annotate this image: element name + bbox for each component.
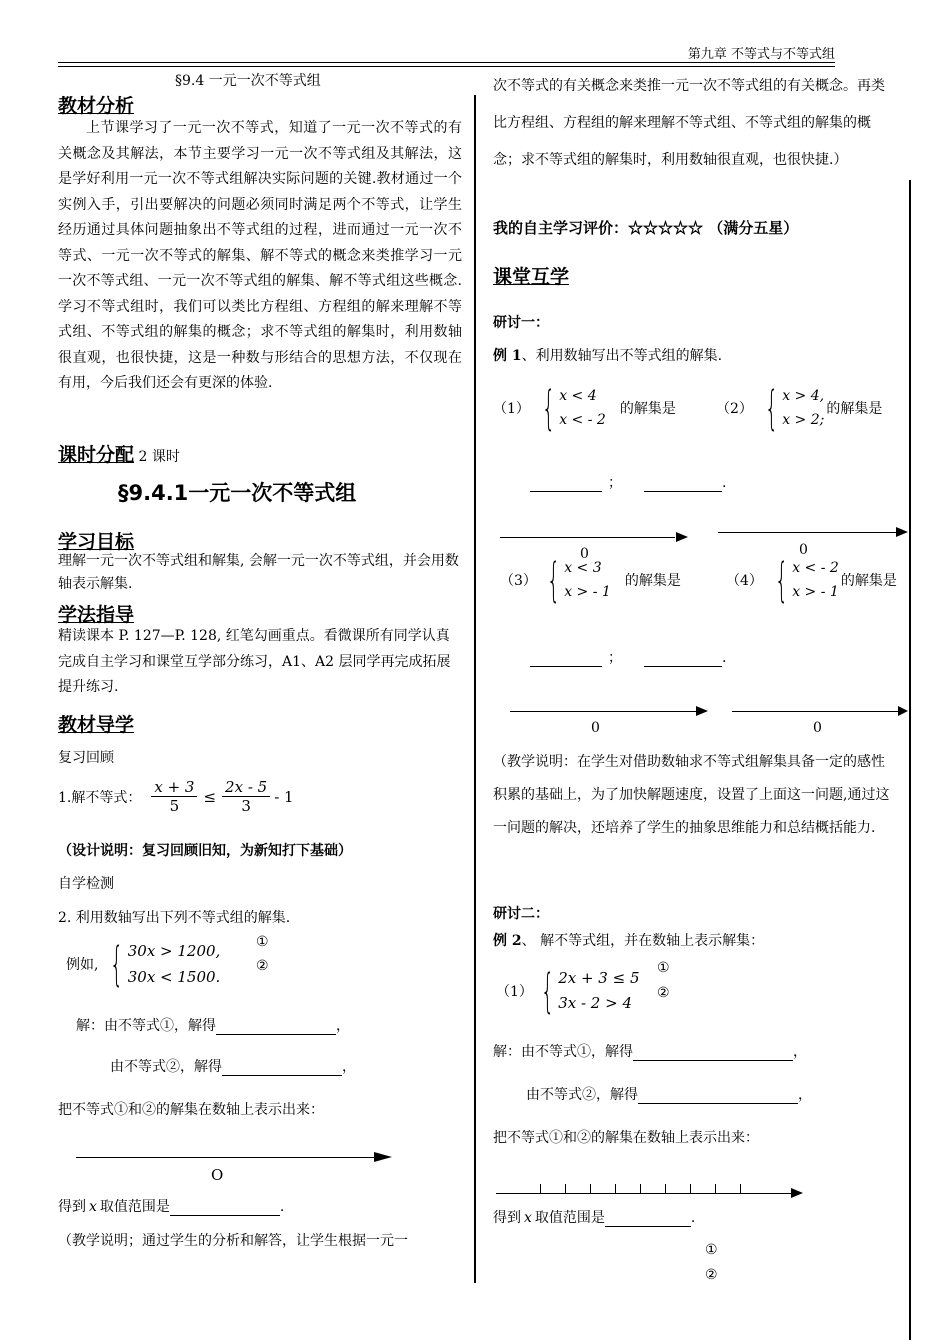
example-2-label: 例 2	[493, 933, 522, 949]
arrow-right-icon	[676, 532, 688, 542]
hours-line	[58, 440, 180, 467]
fraction-2-denominator: 3	[241, 797, 251, 815]
circled-1: ①	[657, 960, 670, 976]
answer-blank-1[interactable]	[216, 1018, 336, 1035]
tick-mark	[690, 1184, 691, 1194]
example-row-1: 30x > 1200,	[127, 942, 221, 960]
example-2-row-1: 2x + 3 ≤ 5	[558, 969, 640, 987]
semicolon: ；	[608, 650, 622, 666]
circled-1: ①	[705, 1242, 718, 1258]
tick-mark	[540, 1184, 541, 1194]
range-blank[interactable]	[605, 1210, 691, 1227]
discussion-2: 研讨二：	[493, 906, 549, 922]
answer-blank-e2-1[interactable]	[633, 1044, 793, 1061]
design-note: （设计说明：复习回顾旧知，为新知打下基础）	[58, 843, 352, 859]
fraction-2	[222, 778, 270, 815]
heading-hours: 课时分配	[58, 444, 135, 466]
solution-line-1	[76, 1015, 350, 1035]
answer-blank-p2[interactable]	[644, 477, 722, 492]
comma: ，	[342, 1059, 356, 1075]
comma: ，	[798, 1087, 812, 1103]
hours-value: 2 课时	[138, 449, 180, 465]
tick-mark	[615, 1184, 616, 1194]
tick-mark	[715, 1184, 716, 1194]
problem-2-label: （2）	[716, 401, 753, 417]
answer-blank-p3[interactable]	[530, 652, 602, 667]
tick-mark	[565, 1184, 566, 1194]
arrow-right-icon	[898, 706, 908, 716]
problem-4-label: （4）	[726, 573, 763, 589]
number-line-p2	[718, 532, 896, 533]
answer-row-1	[530, 472, 726, 492]
answer-row-2	[530, 647, 726, 667]
column-divider	[474, 95, 476, 1283]
semicolon: ；	[608, 475, 622, 491]
brace-icon: {	[540, 964, 555, 1018]
problem-1-row-2: x < - 2	[559, 412, 606, 428]
answer-blank-e2-2[interactable]	[638, 1087, 798, 1104]
section-title: §9.4 一元一次不等式组	[175, 73, 321, 89]
range-prefix: 得到	[58, 1199, 86, 1215]
arrow-right-icon	[896, 527, 908, 537]
heading-classroom: 课堂互学	[493, 266, 570, 288]
problem-3-tail: 的解集是	[624, 573, 681, 589]
fraction-1-numerator: x + 3	[151, 778, 197, 797]
brace-icon: {	[546, 553, 561, 607]
problem-1-row-1: x < 4	[559, 388, 597, 404]
range-text: 取值范围是	[99, 1199, 170, 1215]
brace-icon: {	[764, 381, 779, 435]
zero-label: 0	[580, 546, 589, 562]
problem-1-tail: 的解集是	[619, 401, 676, 417]
answer-blank-p4[interactable]	[644, 652, 722, 667]
number-line	[76, 1157, 376, 1158]
example-2-row-2: 3x - 2 > 4	[558, 994, 633, 1012]
problem-4	[726, 553, 897, 607]
teaching-note-2: （教学说明：在学生对借助数轴求不等式组解集具备一定的感性积累的基础上，为了加快解题速度，设置了上面这一问题,通过这一问题的解决，还培养了学生的抽象思维能力和总结概括能力.	[493, 754, 890, 836]
example-2-line	[493, 930, 764, 950]
q1-inequality	[58, 778, 294, 815]
self-evaluation[interactable]: 我的自主学习评价：☆☆☆☆☆ （满分五星）	[493, 219, 799, 237]
brace-icon: {	[110, 937, 124, 991]
solution-1-text: 解：由不等式①，解得	[76, 1018, 216, 1034]
period: .	[722, 650, 727, 666]
period: .	[279, 1199, 285, 1215]
method-text: 精读课本 P. 127—P. 128, 红笔勾画重点。看微课所有同学认真完成自主学习和课堂互学部分练习，A1、A2 层同学再完成拓展提升练习.	[58, 628, 451, 695]
heading-goal: 学习目标	[58, 531, 135, 553]
brace-icon: {	[774, 553, 789, 607]
problem-1	[493, 381, 676, 435]
solution-line-2	[110, 1056, 356, 1076]
circled-2: ②	[657, 985, 670, 1001]
tick-mark	[740, 1184, 741, 1194]
example-2-system	[496, 966, 640, 1016]
main-title: §9.4.1一元一次不等式组	[118, 481, 357, 505]
header-rule	[58, 62, 835, 63]
heading-guide: 教材导学	[58, 714, 135, 736]
example-2-solution-1	[493, 1041, 807, 1061]
circled-2: ②	[256, 958, 269, 974]
fraction-1-denominator: 5	[169, 797, 180, 815]
problem-2-row-2: x > 2;	[782, 412, 825, 428]
answer-blank-p1[interactable]	[530, 477, 602, 492]
example-system	[66, 938, 220, 990]
problem-3-row-2: x > - 1	[564, 584, 611, 600]
arrow-right-icon	[696, 706, 708, 716]
zero-label: 0	[813, 720, 822, 736]
period: .	[722, 475, 727, 491]
range-line	[58, 1196, 284, 1216]
problem-1-label: （1）	[493, 401, 530, 417]
self-check-label: 自学检测	[58, 876, 114, 892]
solution-2-text: 由不等式②，解得	[110, 1059, 222, 1075]
circled-1: ①	[256, 934, 269, 950]
fraction-1	[151, 778, 197, 815]
example-2-range-line	[493, 1207, 695, 1227]
teaching-note-continued: 次不等式的有关概念来类推一元一次不等式组的有关概念。再类比方程组、方程组的解来理解不等式组、不等式组的解集的概念；求不等式组的解集时，利用数轴很直观，也很快捷.）	[493, 78, 885, 168]
problem-4-row-2: x > - 1	[792, 584, 839, 600]
axis-instruction: 把不等式①和②的解集在数轴上表示出来：	[58, 1102, 324, 1118]
period: .	[690, 1210, 696, 1226]
problem-3	[500, 553, 681, 607]
problem-4-row-1: x < - 2	[792, 560, 839, 576]
solution-1-text: 解：由不等式①，解得	[493, 1044, 633, 1060]
example-1-line	[493, 345, 722, 365]
range-text: 取值范围是	[534, 1210, 605, 1226]
le-sign: ≤	[203, 787, 217, 806]
comma: ，	[336, 1018, 350, 1034]
variable-x: x	[524, 1210, 532, 1226]
origin-label: O	[211, 1166, 224, 1184]
analysis-paragraph: 上节课学习了一元一次不等式，知道了一元一次不等式的有关概念及其解法，本节主要学习一元一次不等式组及其解法，这是学好利用一元一次不等式组解决实际问题的关键.教材通过一个实例入手，引出要解决的问题必须同时满足两个不等式，让学生经历通过具体问题抽象出不等式组的过程，进而通过一元一次不等式、一元一次不等式的解集、解不等式的概念来类推学习一元一次不等式组、一元一次不等式组的解集、解不等式组这些概念.学习不等式组时，我们可以类比方程组、方程组的解来理解不等式组、不等式组的解集的概念；求不等式组的解集时，利用数轴很直观，也很快捷，这是一种数与形结合的思想方法，不仅现在有用，今后我们还会有更深的体验.	[58, 120, 462, 391]
tick-mark	[590, 1184, 591, 1194]
goal-text: 理解一元一次不等式组和解集, 会解一元一次不等式组，并会用数轴表示解集.	[58, 553, 459, 592]
circled-2: ②	[705, 1267, 718, 1283]
example-1-text: 、利用数轴写出不等式组的解集.	[521, 348, 723, 364]
problem-3-label: （3）	[500, 573, 537, 589]
problem-3-row-1: x < 3	[564, 560, 602, 576]
discussion-1: 研讨一：	[493, 315, 549, 331]
range-blank[interactable]	[170, 1199, 280, 1216]
variable-x: x	[89, 1199, 97, 1215]
right-margin-line	[909, 180, 911, 1340]
example-label: 例如,	[66, 957, 99, 973]
header-rule-thin	[58, 66, 835, 67]
q2-text: 2. 利用数轴写出下列不等式组的解集.	[58, 910, 291, 926]
number-line-p3	[510, 711, 696, 712]
q1-label: 1.解不等式：	[58, 789, 142, 806]
heading-analysis: 教材分析	[58, 95, 135, 117]
fraction-2-numerator: 2x - 5	[222, 778, 270, 797]
heading-method: 学法指导	[58, 604, 135, 626]
arrow-right-icon	[791, 1188, 803, 1198]
comma: ，	[793, 1044, 807, 1060]
zero-label: 0	[799, 542, 808, 558]
tick-mark	[665, 1184, 666, 1194]
problem-2-row-1: x > 4,	[782, 388, 825, 404]
chapter-header: 第九章 不等式与不等式组	[687, 47, 835, 62]
problem-2	[716, 381, 883, 435]
tick-mark	[640, 1184, 641, 1194]
number-line-p4	[732, 711, 902, 712]
example-2-text: 、 解不等式组，并在数轴上表示解集：	[521, 933, 765, 949]
arrow-right-icon	[374, 1152, 392, 1162]
teaching-note-start: （教学说明；通过学生的分析和解答，让学生根据一元一	[58, 1233, 408, 1249]
example-2-axis-instruction: 把不等式①和②的解集在数轴上表示出来：	[493, 1130, 759, 1146]
range-prefix: 得到	[493, 1210, 521, 1226]
example-2-problem-label: （1）	[496, 984, 533, 1000]
solution-2-text: 由不等式②，解得	[526, 1087, 638, 1103]
example-1-label: 例 1	[493, 348, 522, 364]
zero-label: 0	[591, 720, 600, 736]
problem-4-tail: 的解集是	[840, 573, 897, 589]
problem-2-tail: 的解集是	[826, 401, 883, 417]
example-row-2: 30x < 1500.	[127, 968, 221, 986]
number-line-p1	[500, 537, 675, 538]
review-label: 复习回顾	[58, 750, 114, 766]
example-2-solution-2	[526, 1084, 812, 1104]
q1-tail: - 1	[274, 787, 294, 806]
answer-blank-2[interactable]	[222, 1059, 342, 1076]
brace-icon: {	[541, 381, 556, 435]
